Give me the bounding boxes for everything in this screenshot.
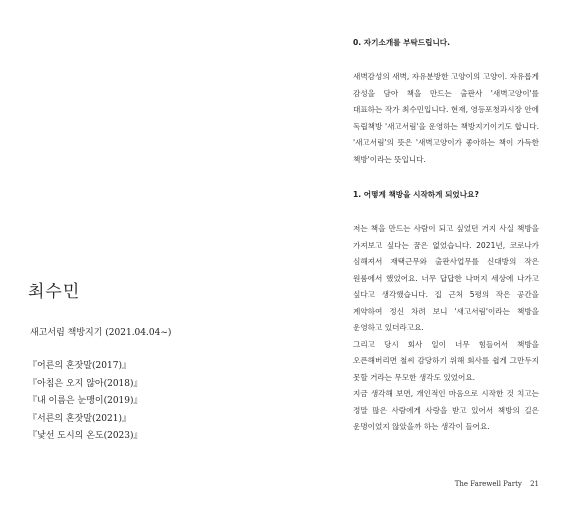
answer-paragraph-1b: 그리고 당시 회사 일이 너무 힘들어서 책방을 오픈해버리면 철씨 감당하기 위해 회사를 쉽게 그만두지 못할 거라는 무모한 생각도 있었어요. — [353, 339, 539, 382]
answer-paragraph-1c: 지금 생각해 보면, 개인적인 마음으로 시작한 것 치고는 정말 많은 사람에게 사랑을 받고 있어서 책방의 길은 운명이었지 않았을까 하는 생각이 들어요. — [353, 389, 539, 431]
right-page — [353, 37, 539, 436]
answer-paragraph-1a: 저는 책을 만드는 사람이 되고 싶었던 거지 사실 책방을 가져보고 싶다는 꿈은 없었습니다. 2021년, 코로나가 심해져서 재택근무와 출판사업무를 신대방의 작은 원룸에서 했었어요. 너무 답답한 나머지 세상에 나가고 싶다고 생각했습니다. 집 근처 5평의 작은 공간을 계약하여 정신 차려 보니 '새고서림'이라는 책방을 운영하고 있더라고요. — [353, 224, 539, 332]
book-item: 『내 이름은 눈맹이(2019)』 — [28, 396, 143, 406]
running-title: The Farewell Party — [454, 480, 522, 488]
book-item: 『서른의 혼잣말(2021)』 — [28, 413, 131, 424]
page-footer — [455, 480, 539, 488]
question-heading-0: 0. 자기소개를 부탁드립니다. — [353, 38, 451, 47]
book-item: 『낯선 도시의 온도(2023)』 — [28, 431, 143, 441]
question-heading-1: 1. 어떻게 책방을 시작하게 되었나요? — [353, 190, 479, 199]
author-role: 새고서림 책방지기 (2021.04.04~) — [30, 328, 172, 338]
book-item: 『아침은 오지 않아(2018)』 — [28, 378, 143, 389]
book-item: 『어른의 혼잣말(2017)』 — [28, 361, 131, 371]
answer-paragraph-0: 새벽감성의 새벽, 자유분방한 고양이의 고양이. 자유롭게 감성을 담아 책을 만드는 출판사 '새벽고양이'를 대표하는 작가 최수민입니다. 현재, 영등포청과시장 안에 독립책방 '새고서림'을 운영하는 책방지기이기도 합니다. '새고서림'의 뜻은 '새벽고양이가 좋아하는 책이 가득한 책방'이라는 뜻입니다. — [353, 72, 539, 164]
page-number: 21 — [530, 480, 539, 488]
book-list — [28, 358, 143, 446]
author-name: 최수민 — [28, 282, 81, 302]
